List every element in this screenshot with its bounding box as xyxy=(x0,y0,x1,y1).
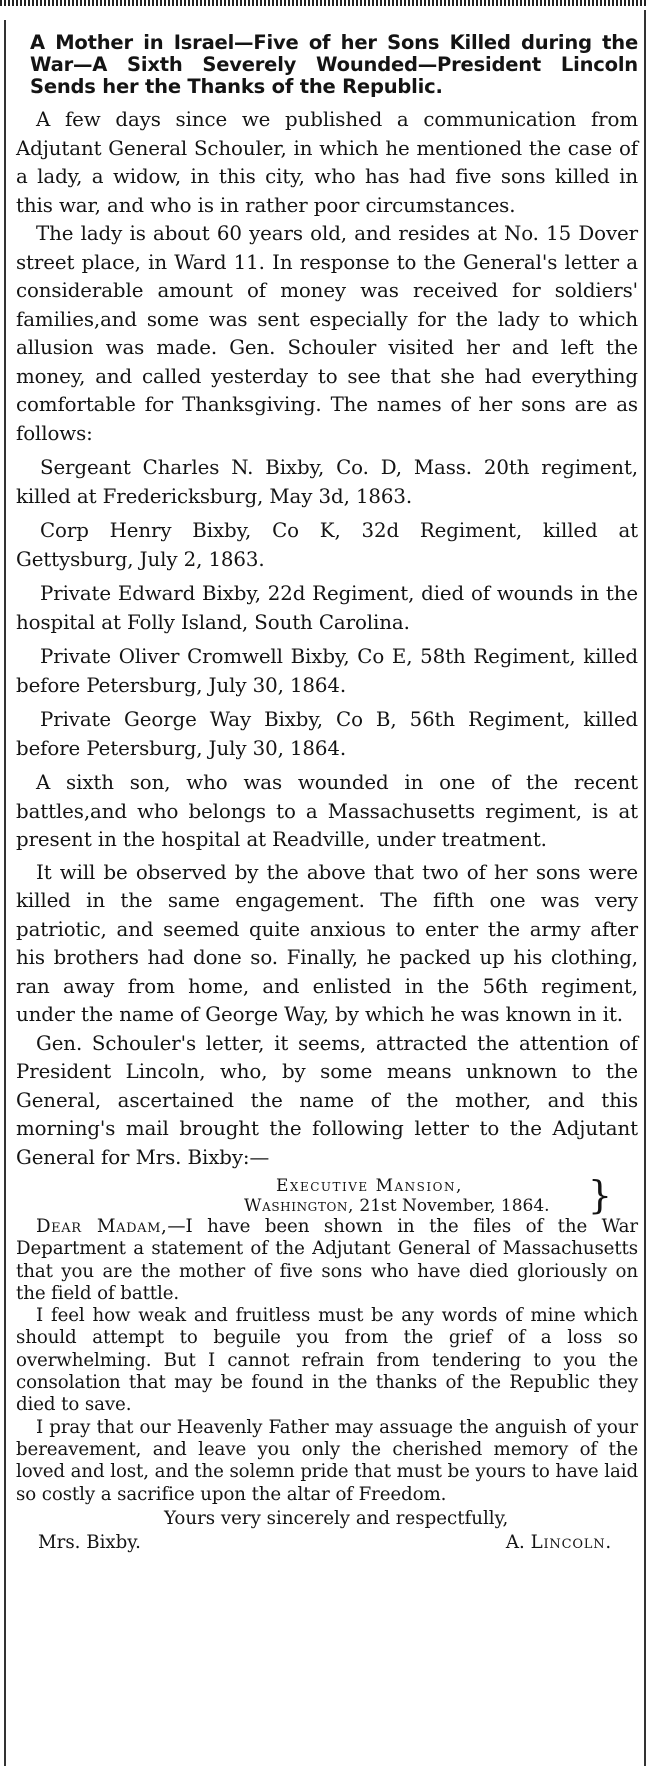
article-paragraph: A sixth son, who was wounded in one of the recent battles,and who belongs to a Massachusetts regiment, is at present in the hospital at Readville, under treatment. xyxy=(16,771,638,851)
son-entry: Corp Henry Bixby, Co K, 32d Regiment, killed at Gettysburg, July 2, 1863. xyxy=(16,519,638,571)
letter-heading-place: Executive Mansion, xyxy=(276,1176,463,1196)
letter-heading xyxy=(16,1173,638,1217)
article-paragraph: A few days since we published a communication from Adjutant General Schouler, in which he mentioned the case of a lady, a widow, in this city, who has had five sons killed in this war, and who is in rather poor circumstances. xyxy=(16,108,638,217)
letter-body-paragraph: I feel how weak and fruitless must be any words of mine which should attempt to beguile you from the grief of a loss so overwhelming. But I cannot refrain from tendering to you the consolation that may be found in the thanks of the Republic they died to save. xyxy=(16,1305,638,1416)
son-entry: Private George Way Bixby, Co B, 56th Regiment, killed before Petersburg, July 30, 1864. xyxy=(16,708,638,760)
son-entry: Private Edward Bixby, 22d Regiment, died of wounds in the hospital at Folly Island, South Carolina. xyxy=(16,582,638,634)
newspaper-clipping xyxy=(16,32,638,1556)
letter-body-paragraph xyxy=(16,1216,638,1305)
left-column-rule xyxy=(4,20,6,1766)
signer-initial: A. xyxy=(505,1531,531,1553)
article-paragraph: It will be observed by the above that two of her sons were killed in the same engagement. The fifth one was very patriotic, and seemed quite anxious to enter the army after his brothers had done so. Finally, he packed up his clothing, ran away from home, and enlisted in the 56th regiment, under the name of George Way, by which he was known in it. xyxy=(16,860,638,1026)
son-entry: Sergeant Charles N. Bixby, Co. D, Mass. 20th regiment, killed at Fredericksburg, May 3d, 1863. xyxy=(16,456,638,508)
son-entry: Private Oliver Cromwell Bixby, Co E, 58th Regiment, killed before Petersburg, July 30, 1864. xyxy=(16,645,638,697)
signature-line xyxy=(16,1532,638,1556)
letter-closing: Yours very sincerely and respectfully, xyxy=(164,1507,509,1529)
signer-name: Lincoln. xyxy=(530,1531,612,1553)
letter-signature xyxy=(506,1532,612,1554)
article-headline: A Mother in Israel—Five of her Sons Killed during the War—A Sixth Severely Wounded—President Lincoln Sends her the Thanks of the Republic. xyxy=(30,31,638,98)
letter-salutation: Dear Madam, xyxy=(36,1216,168,1237)
article-paragraph: Gen. Schouler's letter, it seems, attracted the attention of President Lincoln, who, by some means unknown to the General, ascertained the name of the mother, and this morning's mail brought the following letter to the Adjutant General for Mrs. Bixby:— xyxy=(16,1031,638,1169)
letter-body-text: —I have been shown in the files of the War Department a statement of the Adjutant General of Massachusetts that you are the mother of five sons who have died gloriously on the field of battle. xyxy=(16,1216,638,1304)
brace-mark: } xyxy=(587,1173,612,1217)
letter-heading-date-line xyxy=(16,1196,638,1216)
right-column-rule xyxy=(644,10,646,1766)
letter-body-paragraph: I pray that our Heavenly Father may assuage the anguish of your bereavement, and leave you only the cherished memory of the loved and lost, and the solemn pride that must be yours to have laid so costly a sacrifice upon the altar of Freedom. xyxy=(16,1416,638,1505)
letter-addressee: Mrs. Bixby. xyxy=(38,1531,141,1553)
top-column-rule xyxy=(0,0,648,6)
letter-heading-city: Washington, xyxy=(244,1196,354,1216)
letter-heading-date: 21st November, 1864. xyxy=(354,1196,550,1216)
article-paragraph: The lady is about 60 years old, and resides at No. 15 Dover street place, in Ward 11. In response to the General's letter a considerable amount of money was received for soldiers' families,and some was sent especially for the lady to which allusion was made. Gen. Schouler visited her and left the money, and called yesterday to see that she had everything comfortable for Thanksgiving. The names of her sons are as follows: xyxy=(16,222,638,445)
